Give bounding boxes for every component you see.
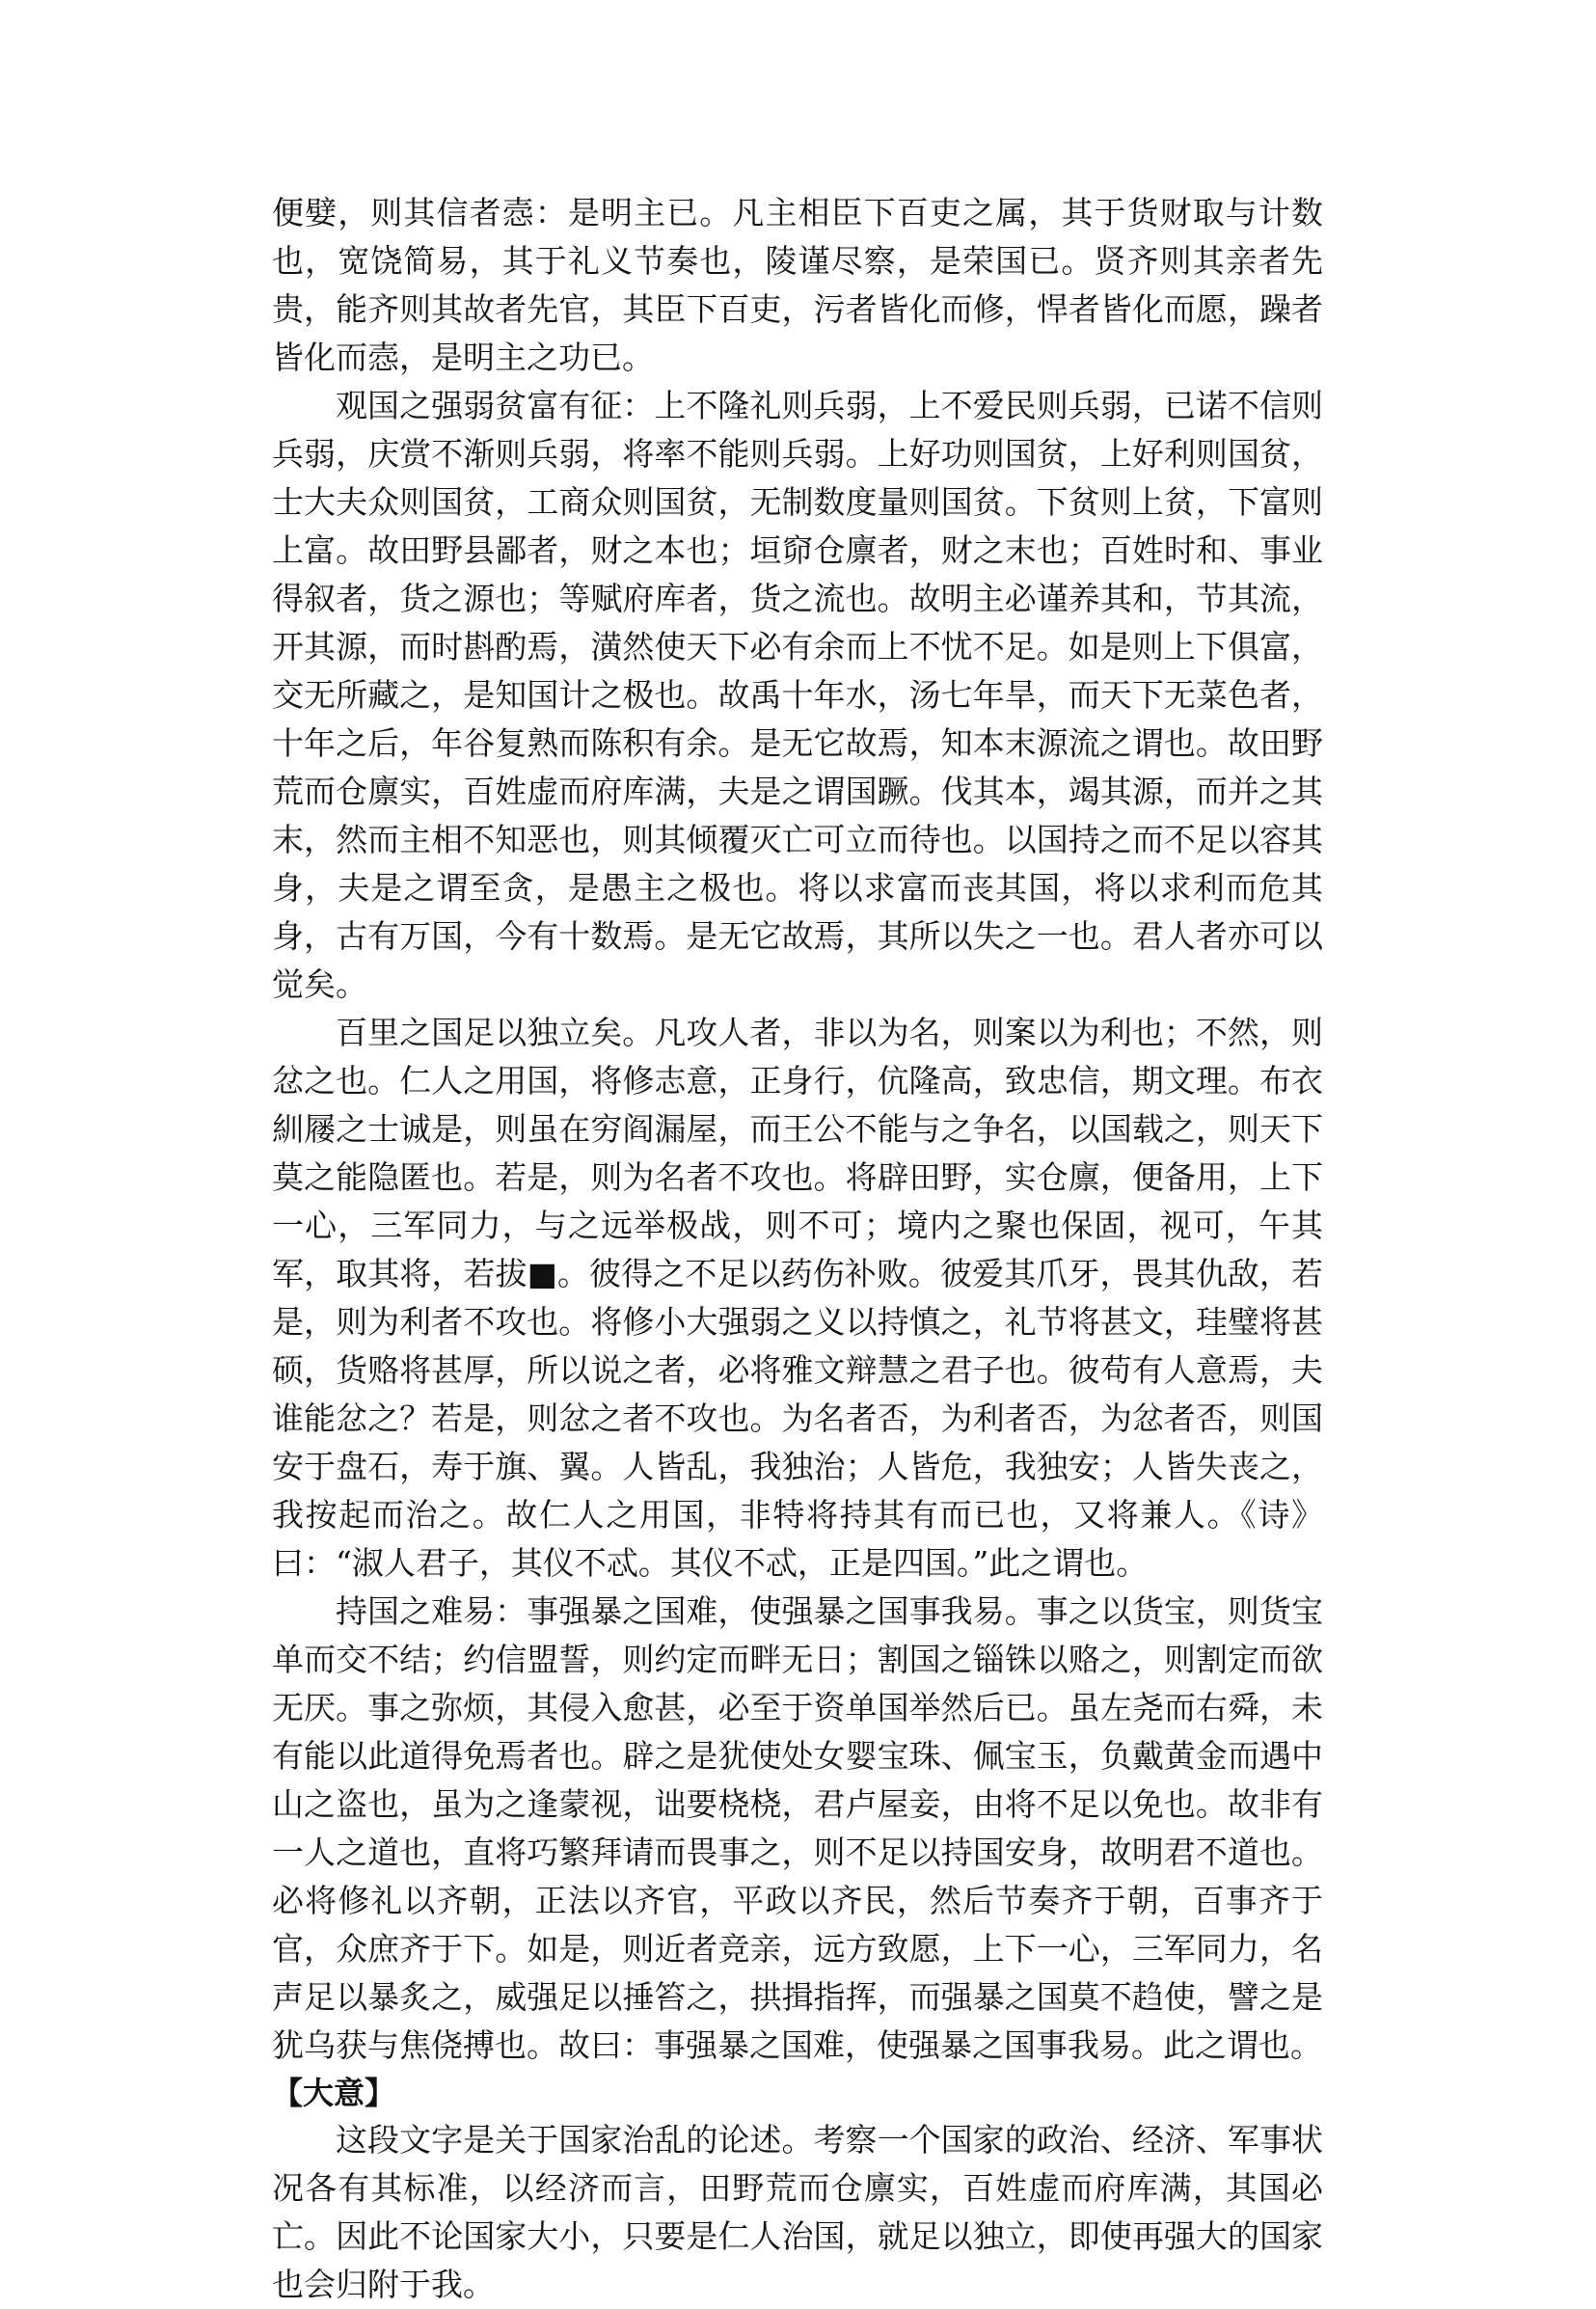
text-paragraph-state-strength: 观国之强弱贫富有征：上不隆礼则兵弱，上不爱民则兵弱，已诺不信则兵弱，庆赏不渐则兵弱，将率不能则兵弱。上好功则国贫，上好利则国贫，士大夫众则国贫，工商众则国贫，无制数度量则国贫。下贫则上贫，下富则上富。故田野县鄙者，财之本也；垣窌仓廪者，财之末也；百姓时和、事业得叙者，货之源也；等赋府库者，货之流也。故明主必谨养其和，节其流，开其源，而时斟酌焉，潢然使天下必有余而上不忧不足。如是则上下俱富，交无所藏之，是知国计之极也。故禹十年水，汤七年旱，而天下无菜色者，十年之后，年谷复熟而陈积有余。是无它故焉，知本末源流之谓也。故田野荒而仓廪实，百姓虚而府库满，夫是之谓国蹶。伐其本，竭其源，而并之其末，然而主相不知恶也，则其倾覆灭亡可立而待也。以国持之而不足以容其身，夫是之谓至贪，是愚主之极也。将以求富而丧其国，将以求利而危其身，古有万国，今有十数焉。是无它故焉，其所以失之一也。君人者亦可以觉矣。 xyxy=(272,387,1323,1003)
summary-paragraph: 这段文字是关于国家治乱的论述。考察一个国家的政治、经济、军事状况各有其标准，以经济而言，田野荒而仓廪实，百姓虚而府库满，其国必亡。因此不论国家大小，只要是仁人治国，就足以独立，即使再强大的国家也会归附于我。 xyxy=(272,2121,1323,2303)
text-paragraph-holding-state: 持国之难易：事强暴之国难，使强暴之国事我易。事之以货宝，则货宝单而交不结；约信盟誓，则约定而畔无日；割国之锱铢以赂之，则割定而欲无厌。事之弥烦，其侵入愈甚，必至于资单国举然后已。虽左尧而右舜，未有能以此道得免焉者也。辟之是犹使处女婴宝珠、佩宝玉，负戴黄金而遇中山之盗也，虽为之逢蒙视，诎要桡桡，君卢屋妾，由将不足以免也。故非有一人之道也，直将巧繁拜请而畏事之，则不足以持国安身，故明君不道也。必将修礼以齐朝，正法以齐官，平政以齐民，然后节奏齐于朝，百事齐于官，众庶齐于下。如是，则近者竞亲，远方致愿，上下一心，三军同力，名声足以暴炙之，威强足以捶笞之，拱揖指挥，而强暴之国莫不趋使，譬之是犹乌获与焦侥搏也。故曰：事强暴之国难，使强暴之国事我易。此之谓也。 xyxy=(272,1592,1323,2064)
summary-heading: 【大意】 xyxy=(272,2075,396,2111)
text-paragraph-continuation: 便嬖，则其信者悫：是明主已。凡主相臣下百吏之属，其于货财取与计数也，宽饶简易，其于礼义节奏也，陵谨尽察，是荣国已。贤齐则其亲者先贵，能齐则其故者先官，其臣下百吏，污者皆化而修，悍者皆化而愿，躁者皆化而悫，是明主之功已。 xyxy=(272,194,1323,376)
document-page xyxy=(272,189,1323,2309)
text-paragraph-small-state: 百里之国足以独立矣。凡攻人者，非以为名，则案以为利也；不然，则忿之也。仁人之用国，将修志意，正身行，伉隆高，致忠信，期文理。布衣紃屦之士诚是，则虽在穷阎漏屋，而王公不能与之争名，以国载之，则天下莫之能隐匿也。若是，则为名者不攻也。将辟田野，实仓廪，便备用，上下一心，三军同力，与之远举极战，则不可；境内之聚也保固，视可，午其军，取其将，若拔■。彼得之不足以药伤补败。彼爱其爪牙，畏其仇敌，若是，则为利者不攻也。将修小大强弱之义以持慎之，礼节将甚文，珪璧将甚硕，货赂将甚厚，所以说之者，必将雅文辩慧之君子也。彼苟有人意焉，夫谁能忿之？若是，则忿之者不攻也。为名者否，为利者否，为忿者否，则国安于盘石，寿于旗、翼。人皆乱，我独治；人皆危，我独安；人皆失丧之，我按起而治之。故仁人之用国，非特将持其有而已也，又将兼人。《诗》曰：“淑人君子，其仪不忒。其仪不忒，正是四国。”此之谓也。 xyxy=(272,1014,1323,1582)
